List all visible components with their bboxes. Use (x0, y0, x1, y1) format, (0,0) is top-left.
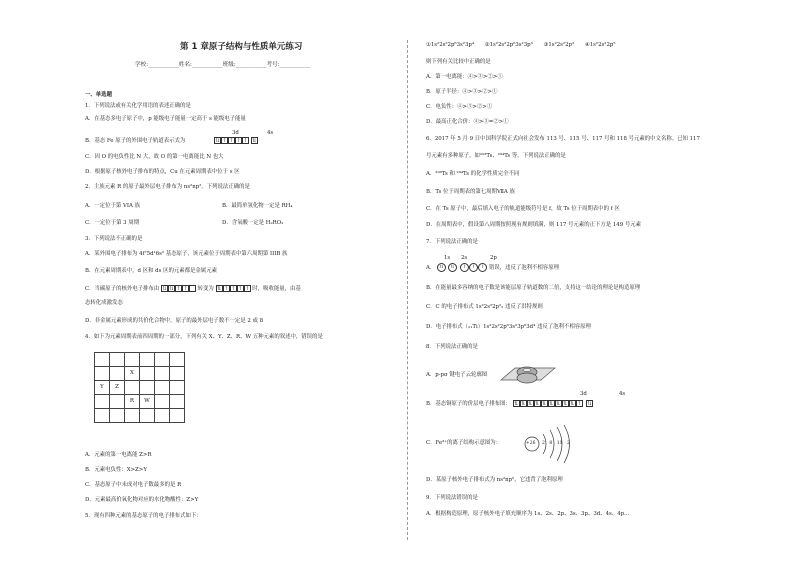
q5-option-d: D．最高正化合价：④>③=②>① (426, 119, 509, 125)
question-9: 9．下列说法错误的是 (426, 495, 478, 501)
q1b-4s-label: 4s (267, 130, 274, 136)
question-8: 8．下列说法正确的是 (426, 344, 478, 350)
q3c-text-mid: 转变为 (197, 286, 214, 292)
q5-configs: ①1s²2s²2p⁶3s²3p⁴ ②1s²2s²2p⁶3s²3p³ ③1s²2s²2p³ ④1s²2s²2p⁵ (426, 42, 616, 48)
q1-option-c: C．因 O 的电负性比 N 大，故 O 的第一电离能比 N 也大 (85, 154, 224, 160)
sigma-bond-diagram (495, 356, 559, 390)
q7a-orbital-diagram: ⇅ ⇅ ↑ ↑ ↑ (437, 265, 487, 271)
q1b-orbital-diagram: ⇅ ↑ ↑ ↑ ↑ ⇅ (215, 138, 257, 144)
q8b-3d-label: 3d (580, 391, 587, 397)
q1b-3d-label: 3d (232, 130, 239, 136)
q6-option-b: B．Ts 位于周期表的第七周期ⅦA 族 (426, 189, 515, 195)
q1-option-b: B．基态 Fe 原子的外围电子轨道表示式为 (85, 138, 186, 144)
ion-shell-counts: 2 8 11 2 (542, 441, 570, 446)
q3c-text-after: 时，吸收能量，由基 (252, 286, 301, 292)
question-5: 5．现有四种元素的基态原子的电子排布式如下： (85, 513, 202, 519)
q7-option-c: C．C 的电子排布式 1s²2s²2p²₂ 违反了洪特规则 (426, 304, 543, 310)
q2-option-a: A．一定位于第 VIA 族 (85, 203, 140, 209)
q7a-2s-label: 2s (461, 255, 468, 261)
q6-option-d: D．在周期表中，假设第八周期按照现有规则填满，则 117 号元素的正下方是 149 号元素 (426, 222, 642, 228)
q8b-4s-label: 4s (619, 391, 626, 397)
q5-stem: 则下列有关比较中正确的是 (426, 59, 491, 65)
q7a-2p-label: 2p (490, 255, 497, 261)
q3-option-d: D．非金属元素形成的共价化合物中，原子的最外层电子数不一定是 2 或 8 (85, 318, 264, 324)
column-divider (407, 40, 408, 540)
q2-option-b: B．最简单氢化物一定是 RH₄ (222, 203, 293, 209)
q7a-1s-label: 1s (444, 255, 451, 261)
q5-option-a: A．第一电离能：④>③>②>① (426, 74, 503, 80)
page-title: 第 1 章原子结构与性质单元练习 (180, 42, 303, 52)
question-7: 7．下列说法正确的是 (426, 239, 478, 245)
q2-option-c: C．一定位于第 3 周期 (85, 220, 140, 226)
ion-nucleus-label: +26 (526, 441, 536, 446)
q8b-orbital-diagram: ⇅ ⇅ ⇅ ⇅ ⇅ ⇅ ⇅ ⇅ ⇅ ↑ ⇅ (513, 401, 592, 407)
q8-option-c: C．Fe³⁺的离子结构示意图为： (426, 440, 502, 446)
cell-x: X (125, 367, 140, 381)
q4-option-a: A．元素的第一电离能 Z>R (85, 452, 152, 458)
q9-option-a: A．根据构造原理，原子核外电子填充顺序为 1s、2s、2p、3s、3p、3d、4s、4p… (426, 511, 630, 517)
q7-option-b: B．在能量最多容纳的电子数是该能层原子轨道数的二倍，支持这一结论的理论是构造原理 (426, 285, 641, 291)
q3-option-b: B．在元素周期表中，d 区和 ds 区的元素都是金属元素 (85, 268, 217, 274)
question-2: 2．主族元素 R 的原子最外层电子排布为 ns²np²。下列说法正确的是 (85, 184, 250, 190)
q5-option-c: C．电负性：④>③>②>① (426, 104, 493, 110)
q8b-text: B．基态铜原子的价层电子排布图： (426, 401, 511, 407)
q1-option-d: D．根据原子核外电子排布的特点，Cu 在元素周期表中位于 s 区 (85, 169, 240, 175)
q3c-orbital-excited: ⇅ ↑ ↑ ↑ ↑ (216, 286, 250, 292)
question-6: 6．2017 年 5 月 9 日中国科学院正式向社会发布 113 号、115 号、117 号和 118 号元素的中文名称。已知 117 (426, 136, 700, 142)
q8-option-a: A．p-pσ 键电子云轮廓图 (426, 372, 488, 378)
q3-option-a: A．某外围电子排布为 4f⁷5d¹6s² 基态原子，该元素位于周期表中第六周期第 IIIB 族 (85, 251, 288, 257)
student-info-line: 学校:___________姓名:___________班级:___________考号:___________ (135, 62, 311, 68)
q6-option-a: A．²⁹³Ts 和 ²⁹⁴Ts 的化学性质完全不同 (426, 171, 520, 177)
q3c-orbital-ground: ⇅ ⇅ ↑ ↑ (161, 286, 196, 292)
section-heading: 一、单选题 (85, 92, 112, 98)
question-1: 1．下列说法或有关化学用语的表述正确的是 (85, 103, 191, 109)
q3c-continuation: 态转化成激发态 (85, 300, 123, 306)
question-4: 4．如下为元素周期表前四周期的一部分，下列有关 X、Y、Z、R、W 五种元素的叙述中，错误的是 (85, 334, 323, 340)
q3c-text-before: C．当碳原子的核外电子排布由 (85, 286, 160, 292)
q7a-text: 错误，违反了泡利不相容原理 (488, 265, 559, 271)
cell-r: R (125, 395, 140, 409)
q3-option-c (85, 285, 301, 293)
q1-option-a: A．在基态多电子原子中，p 能级电子能量一定高于 s 能级电子能量 (85, 116, 246, 122)
cell-z: Z (110, 381, 125, 395)
q7a-prefix: A． (426, 265, 436, 271)
q7-option-a (426, 263, 559, 272)
q6-option-c: C．在 Ts 原子中，最后填入电子的轨道能级符号是 f，故 Ts 位于周期表中的 f 区 (426, 206, 620, 212)
question-3: 3．下列说法不正确的是 (85, 236, 143, 242)
question-6-cont: 号元素有多种原子，如²⁹³Ts、²⁹⁴Ts 等。下列说法正确的是 (426, 153, 566, 159)
cell-y: Y (95, 381, 110, 395)
q2-option-d: D．含氧酸一定是 H₂RO₃ (222, 220, 284, 226)
periodic-table-fragment (94, 352, 185, 423)
cell-w: W (140, 395, 155, 409)
q4-option-c: C．基态原子中未成对电子数最多的是 R (85, 482, 182, 488)
q8-option-b (426, 400, 593, 408)
q8-option-d: D．某原子核外电子排布式为 ns²np⁵，它违背了泡利原理 (426, 477, 563, 483)
q4-option-b: B．元素电负性：X>Z>Y (85, 467, 147, 473)
q4-option-d: D．元素最高价氧化物对应的水化物酸性：Z>Y (85, 497, 199, 503)
q7-option-d: D．电子排布式（₂₁Ti）1s²2s²2p⁶3s²3p⁶3d⁴ 违反了泡利不相容原理 (426, 324, 591, 330)
q5-option-b: B．原子半径：④>③>②>① (426, 89, 498, 95)
